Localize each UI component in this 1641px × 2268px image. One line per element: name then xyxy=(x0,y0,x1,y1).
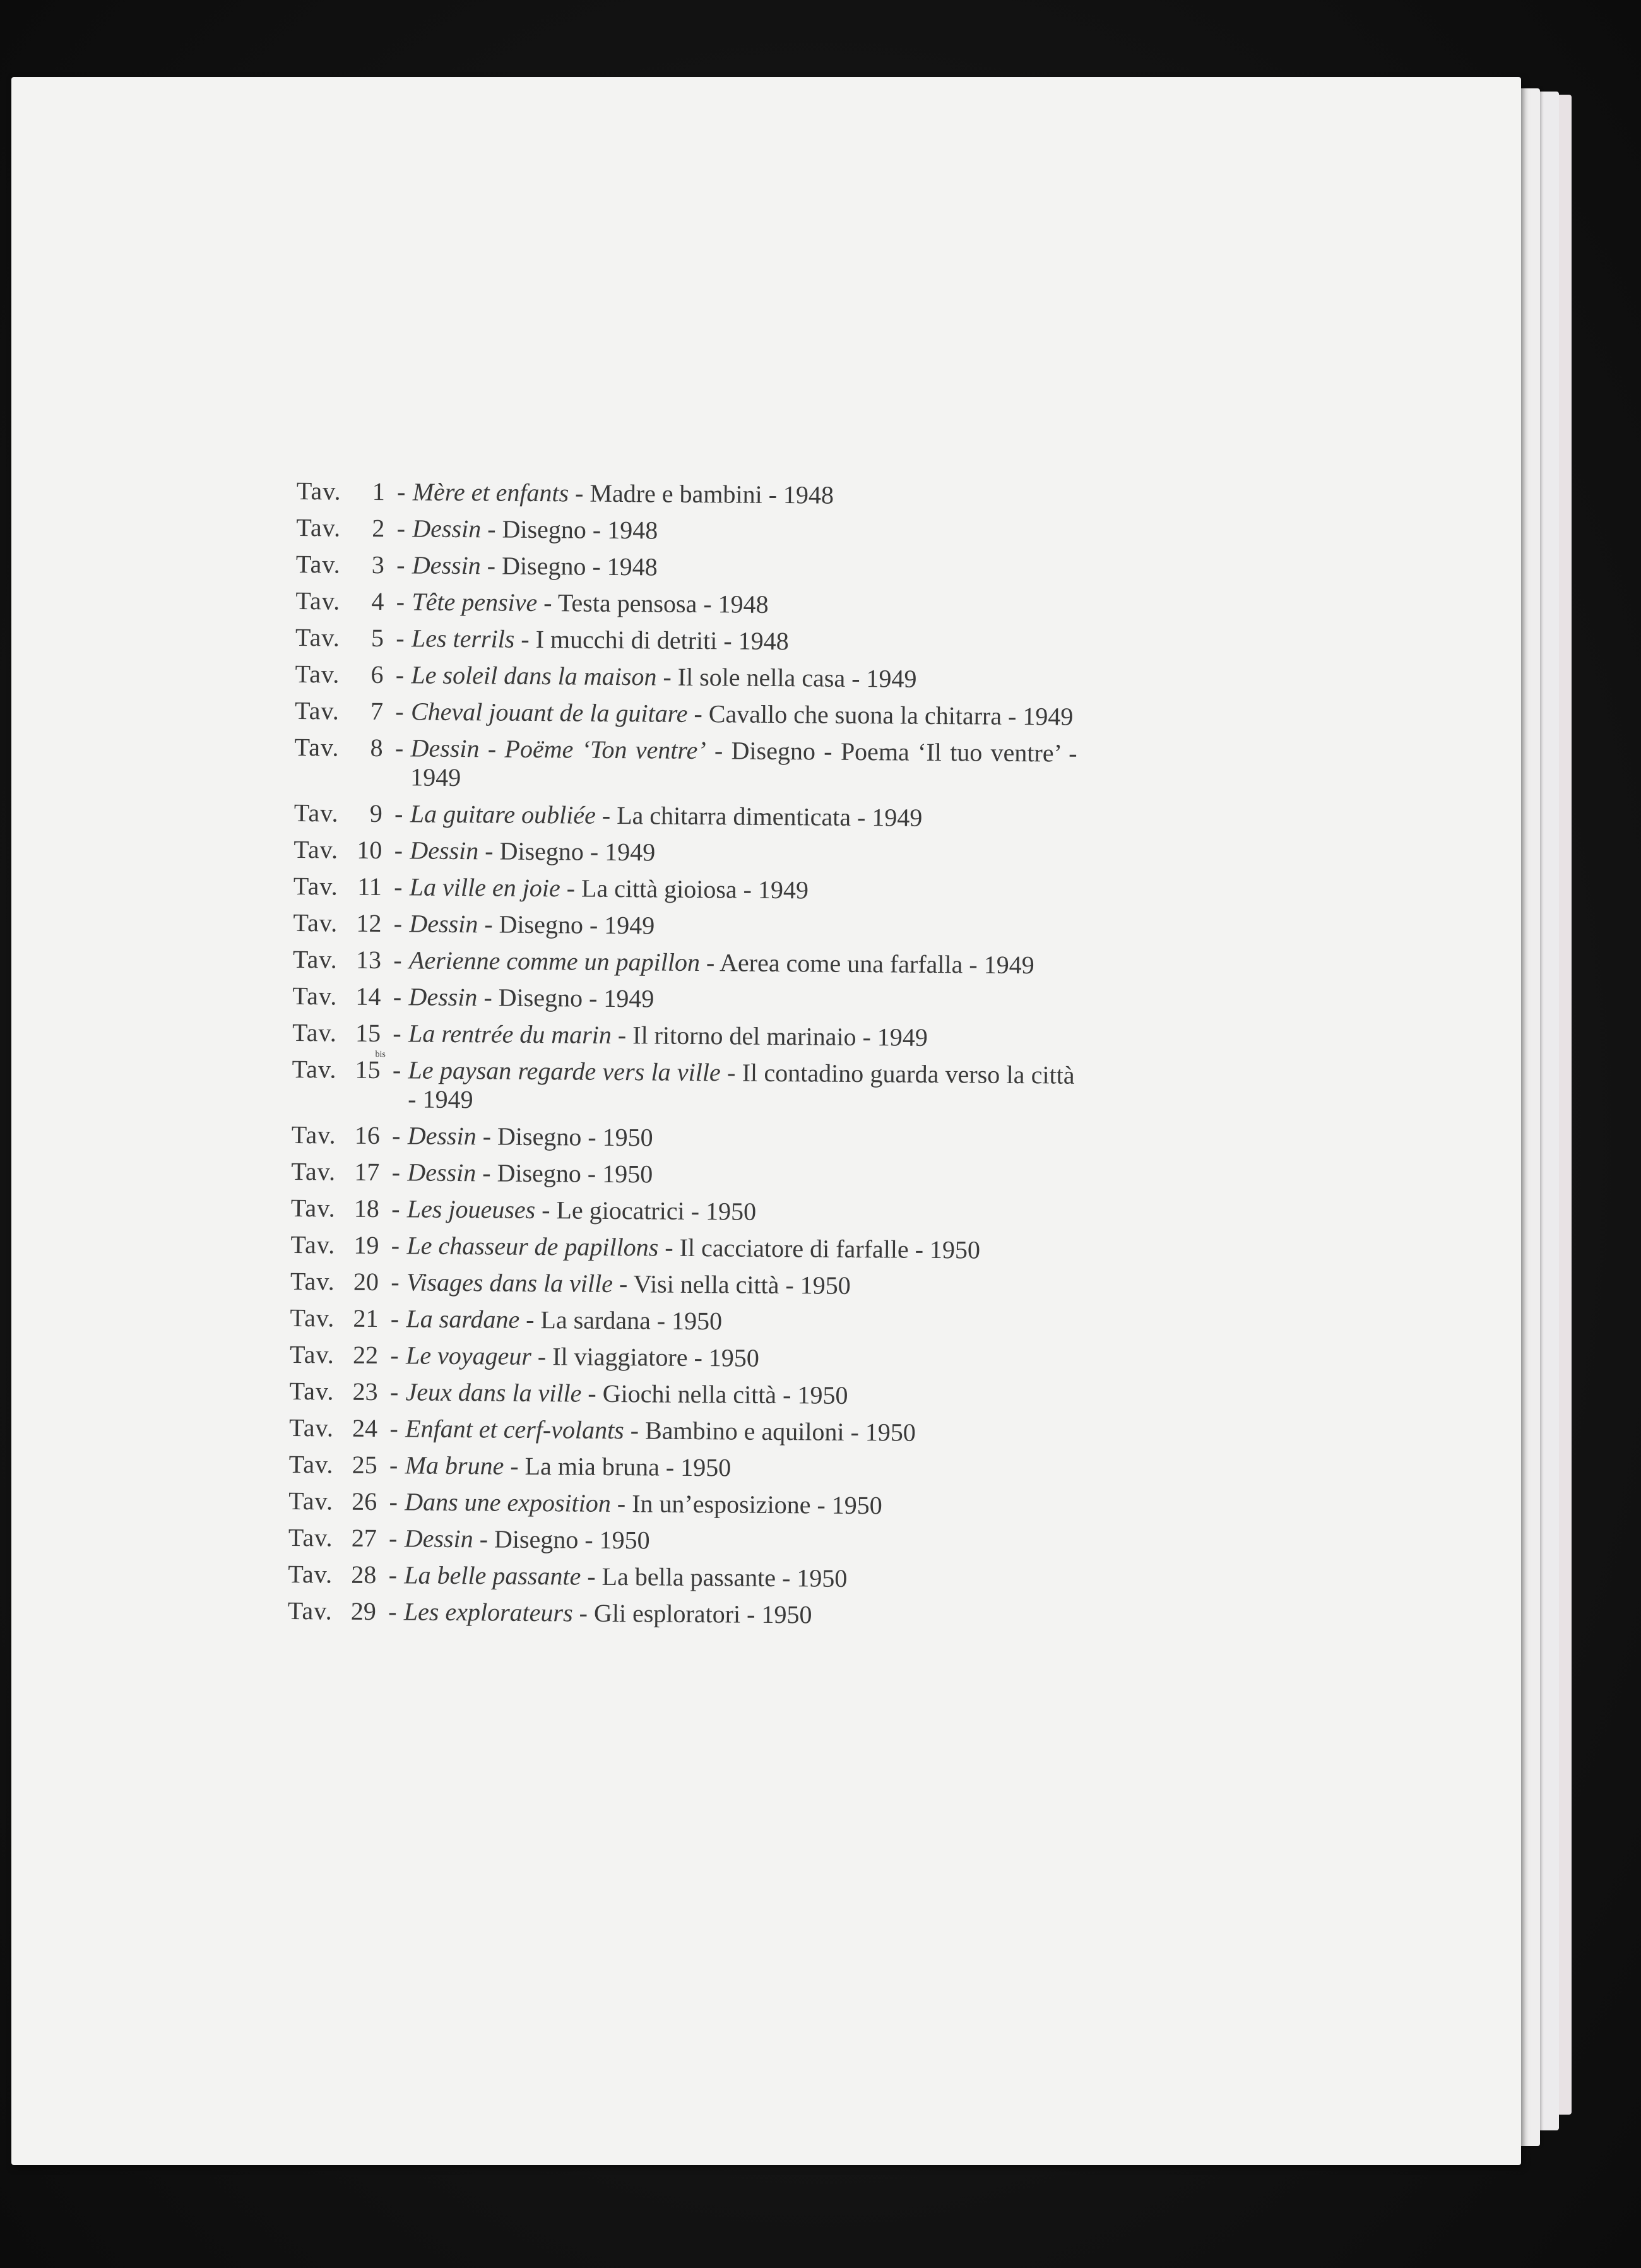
italian-title-and-year: - La chitarra dimenticata - 1949 xyxy=(595,800,923,832)
italian-title-and-year: - Disegno - 1949 xyxy=(477,983,655,1013)
plate-number: 12 xyxy=(356,908,382,938)
plate-number-cell xyxy=(348,1019,386,1048)
plate-title xyxy=(408,1121,1074,1155)
plate-number: 21 xyxy=(353,1303,379,1333)
plate-number-cell xyxy=(345,1341,383,1370)
plate-entry xyxy=(294,799,1077,834)
italian-title-and-year: - Visi nella città - 1950 xyxy=(612,1269,851,1300)
plate-title xyxy=(410,733,1077,797)
plate-number: 15 xyxy=(355,1055,381,1084)
plate-number: 2 xyxy=(372,513,385,543)
italian-title-and-year: - Gli esploratori - 1950 xyxy=(572,1598,812,1629)
italian-title-and-year: - Testa pensosa - 1948 xyxy=(537,588,769,619)
italian-title-and-year: - Cavallo che suona la chitarra - 1949 xyxy=(687,699,1074,731)
dash-separator: - xyxy=(395,697,404,726)
plate-label: Tav. xyxy=(293,871,338,901)
dash-separator: - xyxy=(390,1341,399,1370)
dash-separator: - xyxy=(395,660,405,689)
plate-entry xyxy=(295,660,1077,695)
plate-title xyxy=(407,1158,1074,1192)
plate-title xyxy=(410,799,1077,833)
dash-separator: - xyxy=(396,477,406,506)
plate-number-suffix: bis xyxy=(375,1050,386,1060)
plate-entry xyxy=(288,1596,1070,1632)
plate-label: Tav. xyxy=(288,1449,334,1479)
plate-number: 1 xyxy=(372,477,385,506)
plate-number-cell xyxy=(345,1451,382,1480)
plate-title xyxy=(405,1414,1072,1448)
dash-separator: - xyxy=(393,982,402,1011)
italian-title-and-year: - Bambino e aquiloni - 1950 xyxy=(624,1416,916,1447)
plate-number: 11 xyxy=(357,872,382,901)
french-title: La ville en joie xyxy=(409,872,560,903)
plate-entry xyxy=(292,1050,1075,1119)
plate-label: Tav. xyxy=(288,1486,334,1516)
plate-entry xyxy=(288,1487,1071,1522)
plate-number-cell xyxy=(347,1194,384,1223)
plate-number-cell xyxy=(344,1487,382,1516)
dash-separator: - xyxy=(388,1597,397,1626)
plate-label: Tav. xyxy=(290,1266,335,1296)
plate-number-cell xyxy=(347,1121,385,1150)
plate-label: Tav. xyxy=(295,549,341,579)
italian-title-and-year: - Disegno - 1949 xyxy=(478,836,656,867)
italian-title-and-year: - Le giocatrici - 1950 xyxy=(535,1196,757,1226)
plate-title xyxy=(407,1194,1074,1228)
dash-separator: - xyxy=(396,514,406,543)
plate-entry xyxy=(289,1377,1072,1412)
italian-title-and-year: - Il viaggiatore - 1950 xyxy=(531,1341,760,1372)
plate-label: Tav. xyxy=(291,1120,336,1149)
dash-separator: - xyxy=(391,1231,400,1260)
plate-number-cell xyxy=(343,1597,381,1626)
french-title: Mère et enfants xyxy=(412,477,569,508)
plate-entry xyxy=(292,1018,1075,1054)
plate-list xyxy=(288,477,1079,1639)
plate-title xyxy=(404,1560,1070,1594)
plate-number: 7 xyxy=(370,696,384,726)
dash-separator: - xyxy=(389,1451,398,1480)
plate-entry xyxy=(291,1157,1074,1192)
plate-title xyxy=(410,836,1076,870)
plate-title xyxy=(408,982,1075,1016)
plate-number-cell xyxy=(350,799,388,828)
plate-label: Tav. xyxy=(292,944,338,974)
french-title: Les explorateurs xyxy=(403,1597,573,1627)
french-title: Aerienne comme un papillon xyxy=(408,946,701,977)
plate-entry xyxy=(291,1194,1074,1229)
italian-title-and-year: - Madre e bambini - 1948 xyxy=(568,478,834,509)
plate-number-cell xyxy=(350,733,388,763)
dash-separator: - xyxy=(391,1158,401,1187)
italian-title-and-year: - Disegno - 1950 xyxy=(473,1524,650,1555)
plate-title xyxy=(413,477,1079,511)
plate-number-cell xyxy=(351,587,389,616)
italian-title-and-year: - Aerea come una farfalla - 1949 xyxy=(699,948,1034,980)
plate-number-cell xyxy=(345,1304,383,1333)
dash-separator: - xyxy=(393,946,402,975)
french-title: Cheval jouant de la guitare xyxy=(410,697,688,728)
italian-title-and-year: - Giochi nella città - 1950 xyxy=(581,1379,848,1410)
dash-separator: - xyxy=(391,1121,401,1150)
plate-entry xyxy=(292,1120,1074,1156)
italian-title-and-year: - Disegno - 1950 xyxy=(476,1122,653,1152)
italian-title-and-year: - Il contadino guarda verso la città - 1949 xyxy=(408,1058,1075,1114)
plate-entry xyxy=(295,623,1078,658)
plate-number: 26 xyxy=(352,1487,377,1516)
plate-entry xyxy=(289,1450,1072,1485)
plate-number: 20 xyxy=(353,1267,379,1297)
plate-title xyxy=(408,1019,1075,1053)
french-title: La rentrée du marin xyxy=(408,1019,612,1049)
plate-title xyxy=(409,909,1075,943)
plate-entry xyxy=(293,872,1076,907)
plate-number-cell xyxy=(348,982,386,1011)
plate-number-cell xyxy=(348,946,386,975)
plate-number: 29 xyxy=(350,1596,377,1626)
plate-number-cell xyxy=(352,477,390,506)
plate-title xyxy=(406,1341,1072,1375)
italian-title-and-year: - Disegno - 1948 xyxy=(481,514,658,545)
plate-label: Tav. xyxy=(292,1018,338,1047)
plate-title xyxy=(405,1487,1071,1521)
plate-number: 14 xyxy=(355,982,381,1011)
plate-label: Tav. xyxy=(294,696,340,725)
plate-entry xyxy=(293,908,1075,944)
plate-number: 6 xyxy=(370,660,384,689)
plate-number: 23 xyxy=(352,1377,378,1406)
plate-number: 15 xyxy=(355,1018,381,1048)
french-title: Jeux dans la ville xyxy=(405,1377,582,1408)
dash-separator: - xyxy=(393,1019,401,1048)
dash-separator: - xyxy=(389,1414,398,1443)
plate-number: 10 xyxy=(357,835,382,865)
dash-separator: - xyxy=(394,836,403,865)
plate-label: Tav. xyxy=(289,1339,335,1369)
plate-entry xyxy=(290,1230,1073,1266)
plate-number: 3 xyxy=(371,550,385,579)
french-title: La belle passante xyxy=(404,1560,581,1591)
plate-label: Tav. xyxy=(290,1303,335,1333)
plate-title xyxy=(410,872,1076,906)
plate-number: 9 xyxy=(369,799,382,828)
french-title: Dessin xyxy=(412,514,482,543)
plate-label: Tav. xyxy=(296,513,341,542)
plate-label: Tav. xyxy=(291,1156,336,1186)
dash-separator: - xyxy=(392,1055,401,1084)
french-title: Le voyageur xyxy=(405,1341,532,1370)
plate-title xyxy=(411,660,1077,694)
french-title: Enfant et cerf-volants xyxy=(405,1414,624,1445)
plate-label: Tav. xyxy=(295,659,340,689)
plate-entry xyxy=(296,513,1079,549)
plate-title xyxy=(405,1377,1072,1411)
plate-number-cell xyxy=(350,660,388,689)
dash-separator: - xyxy=(393,909,403,938)
dash-separator: - xyxy=(391,1194,400,1223)
plate-number-cell xyxy=(346,1268,384,1297)
plate-title xyxy=(405,1524,1071,1558)
plate-number-cell xyxy=(345,1414,382,1443)
plate-title xyxy=(406,1304,1072,1338)
plate-number: 5 xyxy=(370,623,384,653)
french-title: Le soleil dans la maison xyxy=(411,660,657,691)
italian-title-and-year: - La sardana - 1950 xyxy=(519,1305,723,1336)
french-title: Le chasseur de papillons xyxy=(406,1231,659,1262)
french-title: La guitare oubliée xyxy=(410,799,596,829)
plate-entry xyxy=(293,945,1075,980)
plate-entry xyxy=(290,1340,1072,1375)
plate-number-cell xyxy=(347,1050,386,1084)
plate-label: Tav. xyxy=(295,622,340,652)
plate-label: Tav. xyxy=(294,732,340,762)
plate-title xyxy=(405,1451,1072,1485)
dash-separator: - xyxy=(396,624,405,653)
plate-title xyxy=(408,1055,1075,1119)
plate-number-cell xyxy=(348,909,386,938)
plate-label: Tav. xyxy=(292,981,338,1011)
plate-number-cell xyxy=(352,514,389,543)
dash-separator: - xyxy=(391,1268,400,1297)
plate-number: 13 xyxy=(355,945,382,975)
french-title: Dans une exposition xyxy=(405,1487,612,1517)
plate-number: 25 xyxy=(352,1450,377,1480)
plate-entry xyxy=(292,982,1075,1017)
italian-title-and-year: - Disegno - Poema ‘Il tuo ventre’ - 1949 xyxy=(410,736,1077,792)
plate-entry xyxy=(288,1560,1070,1595)
italian-title-and-year: - Disegno - 1949 xyxy=(478,910,655,940)
italian-title-and-year: - La mia bruna - 1950 xyxy=(504,1451,732,1482)
plate-title xyxy=(406,1231,1073,1265)
french-title: Dessin xyxy=(404,1524,473,1553)
italian-title-and-year: - I mucchi di detriti - 1948 xyxy=(514,624,789,656)
plate-entry xyxy=(294,733,1077,797)
plate-number-cell xyxy=(347,1158,384,1187)
plate-number: 22 xyxy=(352,1340,379,1370)
plate-number: 24 xyxy=(352,1413,378,1443)
plate-label: Tav. xyxy=(293,834,339,864)
plate-title xyxy=(412,624,1078,658)
dash-separator: - xyxy=(394,733,404,763)
plate-label: Tav. xyxy=(293,908,338,937)
french-title: Dessin xyxy=(409,909,478,939)
dash-separator: - xyxy=(389,1377,399,1406)
italian-title-and-year: - La città gioiosa - 1949 xyxy=(560,874,809,905)
plate-label: Tav. xyxy=(288,1413,335,1442)
plate-label: Tav. xyxy=(293,798,339,828)
plate-title xyxy=(411,697,1077,731)
french-title: Ma brune xyxy=(405,1451,504,1480)
plate-number: 8 xyxy=(370,733,383,763)
italian-title-and-year: - Il cacciatore di farfalle - 1950 xyxy=(658,1233,981,1264)
plate-label: Tav. xyxy=(289,1376,335,1406)
french-title: Le paysan regarde vers la ville xyxy=(408,1055,721,1087)
french-title: Dessin xyxy=(412,550,481,580)
plate-number-cell xyxy=(351,624,389,653)
french-title: La sardane xyxy=(406,1304,520,1334)
dash-separator: - xyxy=(389,1487,398,1516)
plate-label: Tav. xyxy=(288,1559,333,1589)
italian-title-and-year: - Il ritorno del marinaio - 1949 xyxy=(611,1020,928,1052)
french-title: Tête pensive xyxy=(412,587,538,617)
dash-separator: - xyxy=(396,550,405,579)
french-title: Dessin - Poëme ‘Ton ventre’ xyxy=(410,733,706,765)
dash-separator: - xyxy=(390,1304,400,1333)
plate-number: 28 xyxy=(351,1560,377,1589)
italian-title-and-year: - In un’esposizione - 1950 xyxy=(610,1488,882,1520)
plate-entry xyxy=(293,835,1076,870)
plate-number-cell xyxy=(349,836,387,865)
italian-title-and-year: - Disegno - 1950 xyxy=(476,1158,653,1189)
plate-number: 16 xyxy=(354,1120,380,1150)
french-title: Dessin xyxy=(407,1158,477,1187)
plate-number-cell xyxy=(346,1231,384,1260)
plate-title xyxy=(409,946,1075,980)
plate-number-cell xyxy=(345,1377,382,1406)
french-title: Les terrils xyxy=(411,624,515,653)
french-title: Visages dans la ville xyxy=(406,1268,613,1298)
italian-title-and-year: - Disegno - 1948 xyxy=(480,551,658,581)
plate-label: Tav. xyxy=(292,1054,337,1084)
dash-separator: - xyxy=(388,1560,398,1589)
french-title: Dessin xyxy=(410,836,479,865)
dash-separator: - xyxy=(396,587,405,616)
dash-separator: - xyxy=(394,799,403,828)
plate-entry xyxy=(296,550,1079,585)
plate-title xyxy=(412,514,1079,548)
plate-label: Tav. xyxy=(287,1596,333,1625)
plate-entry xyxy=(288,1523,1071,1559)
plate-number: 4 xyxy=(371,586,384,616)
italian-title-and-year: - La bella passante - 1950 xyxy=(581,1562,848,1593)
plate-entry xyxy=(295,696,1077,732)
plate-number: 19 xyxy=(353,1230,379,1260)
plate-number: 27 xyxy=(351,1523,377,1553)
plate-title xyxy=(412,550,1079,585)
dash-separator: - xyxy=(394,872,403,901)
french-title: Dessin xyxy=(407,1121,477,1151)
plate-number-cell xyxy=(344,1524,382,1553)
plate-number-cell xyxy=(343,1560,381,1589)
plate-label: Tav. xyxy=(295,586,341,615)
plate-label: Tav. xyxy=(290,1230,336,1259)
plate-number-cell xyxy=(349,872,387,901)
plate-title xyxy=(406,1268,1073,1302)
plate-number-cell xyxy=(350,697,388,726)
plate-number-cell xyxy=(352,550,389,579)
plate-label: Tav. xyxy=(296,477,341,506)
plate-entry xyxy=(289,1413,1072,1449)
plate-label: Tav. xyxy=(290,1193,336,1223)
dash-separator: - xyxy=(388,1524,398,1553)
italian-title-and-year: - Il sole nella casa - 1949 xyxy=(656,662,917,693)
plate-number: 17 xyxy=(354,1157,380,1187)
plate-label: Tav. xyxy=(288,1523,333,1552)
french-title: Les joueuses xyxy=(406,1194,536,1225)
plate-entry xyxy=(295,586,1078,622)
plate-entry xyxy=(290,1267,1073,1302)
plate-title xyxy=(412,587,1078,621)
plate-entry xyxy=(290,1303,1072,1339)
plate-title xyxy=(404,1597,1070,1631)
french-title: Dessin xyxy=(408,982,478,1012)
plate-entry xyxy=(297,477,1079,512)
plate-number: 18 xyxy=(353,1194,380,1223)
